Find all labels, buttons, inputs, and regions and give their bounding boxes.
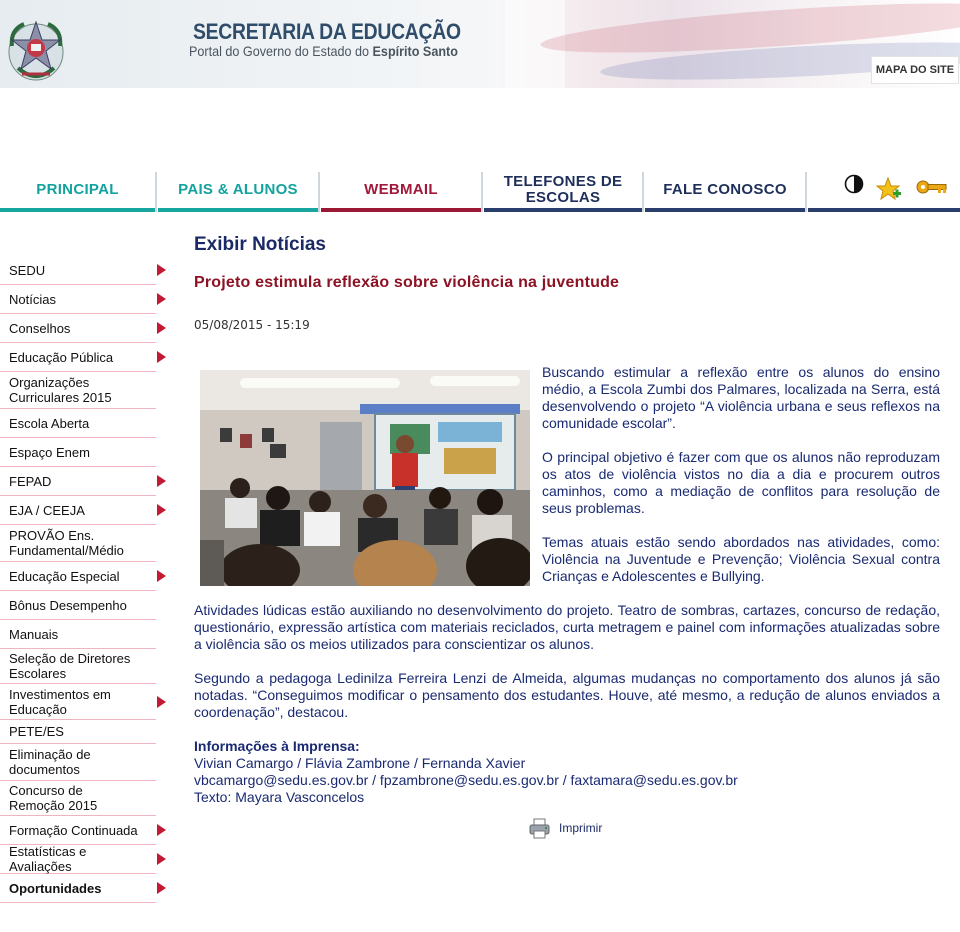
sidebar-item-label: Investimentos em Educação [9,686,111,717]
sidebar-menu [0,256,172,903]
sidebar-item-provao[interactable] [0,525,156,562]
site-subtitle-prefix: Portal do Governo do Estado do [189,43,373,59]
contrast-icon[interactable] [844,174,864,194]
news-article [194,364,940,806]
nav-pais-alunos[interactable]: PAIS & ALUNOS [158,172,318,212]
article-paragraph: Buscando estimular a reflexão entre os alunos do ensino médio, a Escola Zumbi dos Palmares, localizada na Serra, está desenvolvendo o projeto “A violência urbana e seus reflexos na comunidade escolar”. [542,364,940,431]
sidebar-item-educacao-publica[interactable] [0,343,156,372]
sidebar-item-label: Organizações Curriculares 2015 [9,375,112,405]
press-names: Vivian Camargo / Flávia Zambrone / Fernanda Xavier [194,755,526,771]
sidebar-item-estatisticas-avaliacoes[interactable] [0,845,156,874]
key-icon[interactable] [916,178,948,196]
sidebar-item-eja-ceeja[interactable] [0,496,156,525]
nav-divider [642,172,644,212]
submenu-arrow-icon [157,853,166,865]
sidebar-item-pete-es[interactable] [0,720,156,744]
sidebar-item-organizacoes-curriculares[interactable] [0,372,156,409]
news-date: 05/08/2015 - 15:19 [194,318,310,332]
press-emails[interactable]: vbcamargo@sedu.es.gov.br / fpzambrone@sedu.es.gov.br / faxtamara@sedu.es.gov.br [194,772,738,788]
print-label: Imprimir [559,821,603,835]
printer-icon [528,816,552,840]
article-paragraph: O principal objetivo é fazer com que os alunos não reproduzam os atos de violência vistos no dia a dia e procurem outros caminhos, como a mediação de conflitos para resolução de seus problemas. [542,449,940,516]
submenu-arrow-icon [157,824,166,836]
nav-divider [805,172,807,212]
site-title: SECRETARIA DA EDUCAÇÃO [193,19,461,44]
nav-telefones-escolas[interactable]: TELEFONES DE ESCOLAS [484,172,642,212]
favorite-star-icon[interactable] [876,177,902,203]
sidebar-item-escola-aberta[interactable] [0,409,156,438]
sidebar-item-concurso-remocao[interactable] [0,781,156,816]
sidebar-item-selecao-diretores[interactable] [0,649,156,684]
submenu-arrow-icon [157,696,166,708]
page-title: Exibir Notícias [194,234,326,255]
sidebar-item-label: FEPAD [9,473,52,489]
sidebar-item-label: EJA / CEEJA [9,502,85,518]
site-subtitle-state: Espírito Santo [372,43,458,59]
classroom-photo [200,370,530,586]
sidebar-item-label: Bônus Desempenho [9,597,127,613]
sidebar-item-noticias[interactable] [0,285,156,314]
sidebar-item-formacao-continuada[interactable] [0,816,156,845]
sidebar-item-label: Oportunidades [9,880,102,896]
sidebar-item-label: Eliminação de documentos [9,747,91,777]
submenu-arrow-icon [157,322,166,334]
print-button[interactable] [528,816,602,840]
sidebar-item-label: Escola Aberta [9,415,90,431]
sidebar-item-oportunidades[interactable] [0,874,156,903]
sidebar-item-espaco-enem[interactable] [0,438,156,467]
article-paragraph: Temas atuais estão sendo abordados nas atividades, como: Violência na Juventude e Prevenção; Violência Sexual contra Crianças e Adolescentes e Bullying. [542,534,940,584]
state-coat-of-arms-logo[interactable] [4,12,68,84]
nav-webmail[interactable]: WEBMAIL [321,172,481,212]
sidebar-item-label: PROVÃO Ens. Fundamental/Médio [9,528,124,558]
submenu-arrow-icon [157,475,166,487]
site-subtitle [189,43,458,59]
sidebar-item-label: Conselhos [9,320,71,336]
nav-fale-conosco[interactable]: FALE CONOSCO [645,172,805,212]
site-header [0,0,960,88]
sidebar-item-label: SEDU [9,262,46,278]
sidebar-item-label: Educação Especial [9,568,120,584]
sidebar-item-sedu[interactable] [0,256,156,285]
submenu-arrow-icon [157,264,166,276]
submenu-arrow-icon [157,351,166,363]
nav-tools [808,172,960,212]
nav-divider [481,172,483,212]
sidebar-item-conselhos[interactable] [0,314,156,343]
sidebar-item-bonus-desempenho[interactable] [0,591,156,620]
submenu-arrow-icon [157,570,166,582]
press-info [194,738,940,806]
sidebar-item-label: PETE/ES [9,724,64,739]
sidebar-item-educacao-especial[interactable] [0,562,156,591]
site-map-button[interactable]: MAPA DO SITE [871,56,959,84]
sidebar-item-label: Concurso de Remoção 2015 [9,783,98,813]
sidebar-item-label: Educação Pública [9,349,114,365]
submenu-arrow-icon [157,293,166,305]
sidebar-item-label: Formação Continuada [9,822,138,838]
article-paragraph: Segundo a pedagoga Ledinilza Ferreira Lenzi de Almeida, algumas mudanças no comportamento dos alunos já são notadas. “Conseguimos modificar o pensamento dos estudantes. Houve, até mesmo, a redução de alunos enviados a coordenação”, destacou. [194,670,940,720]
sidebar-item-manuais[interactable] [0,620,156,649]
nav-divider [155,172,157,212]
sidebar-item-investimentos-educacao[interactable] [0,684,156,720]
sidebar-item-label: Manuais [9,626,59,642]
main-navigation [0,172,960,212]
sidebar-item-label: Seleção de Diretores Escolares [9,651,131,681]
submenu-arrow-icon [157,882,166,894]
sidebar-item-label: Estatísticas e Avaliações [9,844,87,874]
nav-divider [318,172,320,212]
main-content [194,234,940,835]
press-info-label: Informações à Imprensa: [194,738,360,754]
sidebar-item-label: Espaço Enem [9,444,90,460]
news-title: Projeto estimula reflexão sobre violência na juventude [194,274,620,291]
sidebar-item-fepad[interactable] [0,467,156,496]
nav-principal[interactable]: PRINCIPAL [0,172,155,212]
sidebar-item-eliminacao-documentos[interactable] [0,744,156,781]
press-text-credit: Texto: Mayara Vasconcelos [194,789,365,805]
article-paragraph: Atividades lúdicas estão auxiliando no desenvolvimento do projeto. Teatro de sombras, cartazes, concurso de redação, questionário, expressão artística com materiais reciclados, curta metragem e painel com informações atualizadas sobre a violência são os meios utilizados para conscientizar os alunos. [194,602,940,652]
sidebar-item-label: Notícias [9,291,56,307]
submenu-arrow-icon [157,504,166,516]
